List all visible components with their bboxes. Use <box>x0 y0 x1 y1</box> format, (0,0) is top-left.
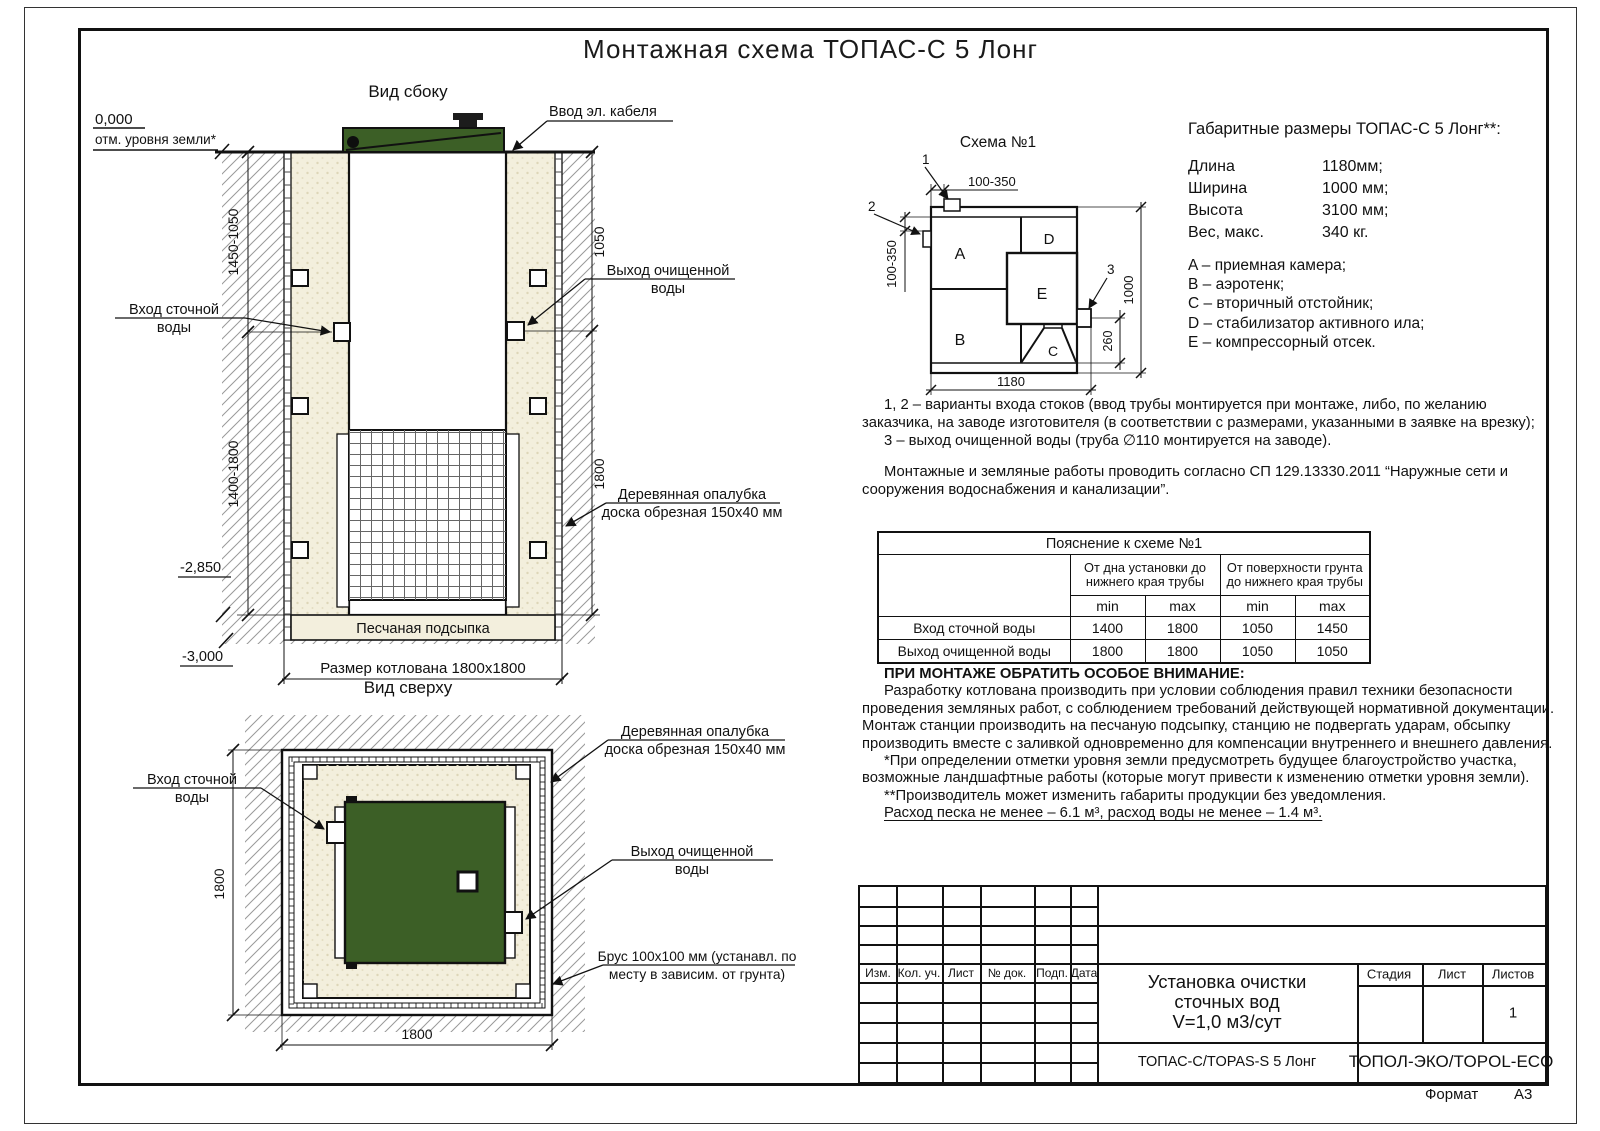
stamp-col-koluch: Кол. уч. <box>897 966 941 980</box>
schema-dim-1000-value: 1000 <box>1121 275 1136 305</box>
spec-value: 340 кг. <box>1322 224 1369 241</box>
dim-left-bottom-label: 1400-1800 <box>225 440 241 508</box>
stamp-col-izm: Изм. <box>865 966 891 980</box>
cell: 1050 <box>1220 640 1295 664</box>
footnote-2: **Производитель может изменить габариты продукции без уведомления. <box>884 787 1387 804</box>
note-sp: Монтажные и земляные работы проводить согласно СП 129.13330.2011 “Наружные сети и сооружения водоснабжения и канализации”. <box>862 464 1509 498</box>
marker-1: 1 <box>922 152 930 167</box>
footnote-1: *При определении отметки уровня земли предусмотреть будущее благоустройство участка, возможные ландшафтные работы (которые могут привести к изменению отметки уровня земли). <box>862 753 1530 787</box>
inlet-top-line1: Вход сточной <box>146 772 238 788</box>
schema-dim-left-value: 100-350 <box>884 240 899 288</box>
min-header: min <box>1070 596 1145 617</box>
spec-label: Ширина <box>1188 180 1248 197</box>
stamp-col-ndok: № док. <box>987 966 1027 980</box>
stamp-stage-label: Стадия <box>1366 966 1412 982</box>
mark-3000-value: -3,000 <box>182 649 224 665</box>
spec-row <box>1188 200 1388 222</box>
schema-dim-1180-value: 1180 <box>997 374 1025 389</box>
top-view-title: Вид сверху <box>363 678 453 697</box>
stamp-col-podp: Подп. <box>1036 966 1068 980</box>
stamp-col-data: Дата <box>1070 966 1098 980</box>
notes-block <box>862 396 1556 499</box>
cell: 1800 <box>1145 617 1220 640</box>
warnings-heading: ПРИ МОНТАЖЕ ОБРАТИТЬ ОСОБОЕ ВНИМАНИЕ: <box>884 666 1245 682</box>
formwork-callout-top <box>551 724 785 782</box>
outlet-label-line2: воды <box>650 281 686 297</box>
stamp-sheets-value: 1 <box>1508 1004 1518 1022</box>
vent-hatch <box>458 872 477 891</box>
spec-label: Вес, макс. <box>1188 224 1264 241</box>
stamp-doc-title: Установка очистки сточных вод V=1,0 м3/сут <box>1147 971 1307 1032</box>
legend-item: B – аэротенк; <box>1188 276 1285 294</box>
consumption-note: Расход песка не менее – 6.1 м³, расход воды не менее – 1.4 м³. <box>884 805 1323 822</box>
comp-c: C <box>1047 343 1059 359</box>
pit-size-label: Размер котлована 1800х1800 <box>320 660 526 677</box>
marker-2: 2 <box>868 199 876 214</box>
max-header: max <box>1295 596 1370 617</box>
cell: 1050 <box>1295 640 1370 664</box>
spec-label: Длина <box>1188 158 1235 175</box>
cell: 1800 <box>1145 640 1220 664</box>
cell: 1450 <box>1295 617 1370 640</box>
cable-entry-label: Ввод эл. кабеля <box>549 104 657 120</box>
inlet-stub-top <box>327 822 345 843</box>
col-group-1: От дна установки до нижнего края трубы <box>1070 555 1220 596</box>
inlet-top-line2: воды <box>174 790 210 806</box>
dim-bottom-value: 1800 <box>401 1026 433 1042</box>
marker-3: 3 <box>1107 262 1115 277</box>
schema-drawing <box>848 122 1178 407</box>
formwork-label-line1: Деревянная опалубка <box>617 487 767 503</box>
side-view-drawing <box>85 80 785 700</box>
page-title: Монтажная схема ТОПАС-С 5 Лонг <box>583 34 1038 64</box>
comp-a: A <box>954 246 966 263</box>
spec-label: Высота <box>1188 202 1243 219</box>
title-block <box>858 885 1554 1084</box>
formwork-top-line2: доска обрезная 150х40 мм <box>604 742 786 758</box>
cable-entry-callout <box>513 104 673 150</box>
dim-left-top-label: 1450-1050 <box>225 208 241 276</box>
schema-dim-260-value: 260 <box>1101 330 1115 352</box>
stamp-sheets-label: Листов <box>1491 966 1535 982</box>
table-row <box>878 640 1370 664</box>
outlet-top-line1: Выход очищенной <box>630 844 754 860</box>
formwork-label-line2: доска обрезная 150х40 мм <box>601 505 783 521</box>
spec-row <box>1188 222 1388 244</box>
zero-mark-value: 0,000 <box>95 111 133 128</box>
stamp-col-list: Лист <box>947 966 975 980</box>
top-view-drawing <box>85 672 800 1072</box>
format-value: А3 <box>1514 1086 1533 1103</box>
unit-nub-bottom <box>346 963 357 969</box>
min-header: min <box>1220 596 1295 617</box>
comp-b: B <box>954 332 966 349</box>
tank-side-strip-right <box>506 434 519 607</box>
schema-inlet1-stub <box>944 199 960 211</box>
spec-value: 1180мм; <box>1322 158 1383 175</box>
outlet-top-line2: воды <box>674 862 710 878</box>
schema-title: Схема №1 <box>959 134 1037 151</box>
cell: 1400 <box>1070 617 1145 640</box>
dim-left-value: 1800 <box>211 868 227 900</box>
green-lid <box>343 113 504 152</box>
note-outlet: 3 – выход очищенной воды (труба ∅110 монтируется на заводе). <box>884 433 1332 449</box>
legend-item: A – приемная камера; <box>1188 257 1347 274</box>
zero-level-mark <box>93 111 229 159</box>
unit-nub-top <box>346 796 357 802</box>
mark-2850-value: -2,850 <box>180 560 222 576</box>
comp-e: E <box>1036 286 1048 303</box>
tank-side-strip-left <box>337 434 349 607</box>
inlet-stub <box>334 323 350 341</box>
stamp-sheet-label: Лист <box>1437 966 1467 982</box>
schema-inlet2-stub <box>923 231 931 247</box>
beam-label-line2: месту в зависим. от грунта) <box>608 967 786 982</box>
spec-row <box>1188 178 1388 200</box>
cell: 1050 <box>1220 617 1295 640</box>
schema-dim-top-value: 100-350 <box>968 174 1016 189</box>
unit-top <box>345 802 505 963</box>
outlet-stub-top <box>505 912 522 933</box>
side-view-title: Вид сбоку <box>368 82 448 101</box>
sand-bedding-label: Песчаная подсыпка <box>356 621 490 637</box>
note-variants: 1, 2 – варианты входа стоков (ввод трубы монтируется при монтаже, либо, по желанию заказчика, на заводе изготовителя (в соответствии с размерами, указанными в заявке на врезку); <box>862 397 1535 431</box>
col-group-2: От поверхности грунта до нижнего края трубы <box>1220 555 1370 596</box>
format-label: Формат <box>1425 1086 1479 1103</box>
warnings-block <box>862 666 1556 823</box>
specs-rows <box>1188 156 1388 244</box>
inlet-label-line1: Вход сточной <box>128 302 220 318</box>
inlet-label-line2: воды <box>156 320 192 336</box>
explanation-table <box>877 531 1371 664</box>
spec-value: 1000 мм; <box>1322 180 1389 197</box>
dim-right-bottom-label: 1800 <box>591 458 607 490</box>
unit-strip-right <box>505 807 515 958</box>
beam-callout <box>553 949 797 984</box>
formwork-callout <box>566 487 782 526</box>
stamp-product: ТОПАС-С/TOPAS-S 5 Лонг <box>1137 1054 1317 1070</box>
dim-right-top-label: 1050 <box>591 226 607 258</box>
legend-item: E – компрессорный отсек. <box>1188 333 1376 351</box>
table-title: Пояснение к схеме №1 <box>878 532 1370 555</box>
beam-label-line1: Брус 100х100 мм (устанавл. по <box>597 949 797 964</box>
table-row <box>878 617 1370 640</box>
comp-d: D <box>1043 231 1055 248</box>
legend-item: D – стабилизатор активного ила; <box>1188 314 1425 332</box>
outlet-label-line1: Выход очищенной <box>606 263 730 279</box>
schema-dim-left <box>900 212 931 292</box>
zero-mark-note: отм. уровня земли* <box>95 132 216 147</box>
specs-heading: Габаритные размеры ТОПАС-С 5 Лонг**: <box>1188 120 1501 138</box>
schema-outlet-stub <box>1077 309 1091 327</box>
spec-row <box>1188 156 1388 178</box>
row-label: Выход очищенной воды <box>878 640 1070 664</box>
cell: 1800 <box>1070 640 1145 664</box>
legend-item: C – вторичный отстойник; <box>1188 295 1374 313</box>
formwork-top-line1: Деревянная опалубка <box>620 724 770 740</box>
stamp-company: ТОПОЛ-ЭКО/TOPOL-ECO <box>1348 1052 1554 1071</box>
outlet-stub <box>507 322 524 340</box>
warnings-body: Разработку котлована производить при условии соблюдения правил техники безопасности проведения земляных работ, с соблюдением требований действующей нормативной документации. Монтаж станции производить на песчаную подсыпку, станцию не подвергать ударам, обсыпку производить вместе с заливкой одновременно для компенсации внутреннего и внешнего давления. <box>862 683 1555 752</box>
spec-value: 3100 мм; <box>1322 202 1389 219</box>
compartment-legend <box>1188 256 1424 352</box>
table-corner-cell <box>878 555 1070 617</box>
max-header: max <box>1145 596 1220 617</box>
row-label: Вход сточной воды <box>878 617 1070 640</box>
